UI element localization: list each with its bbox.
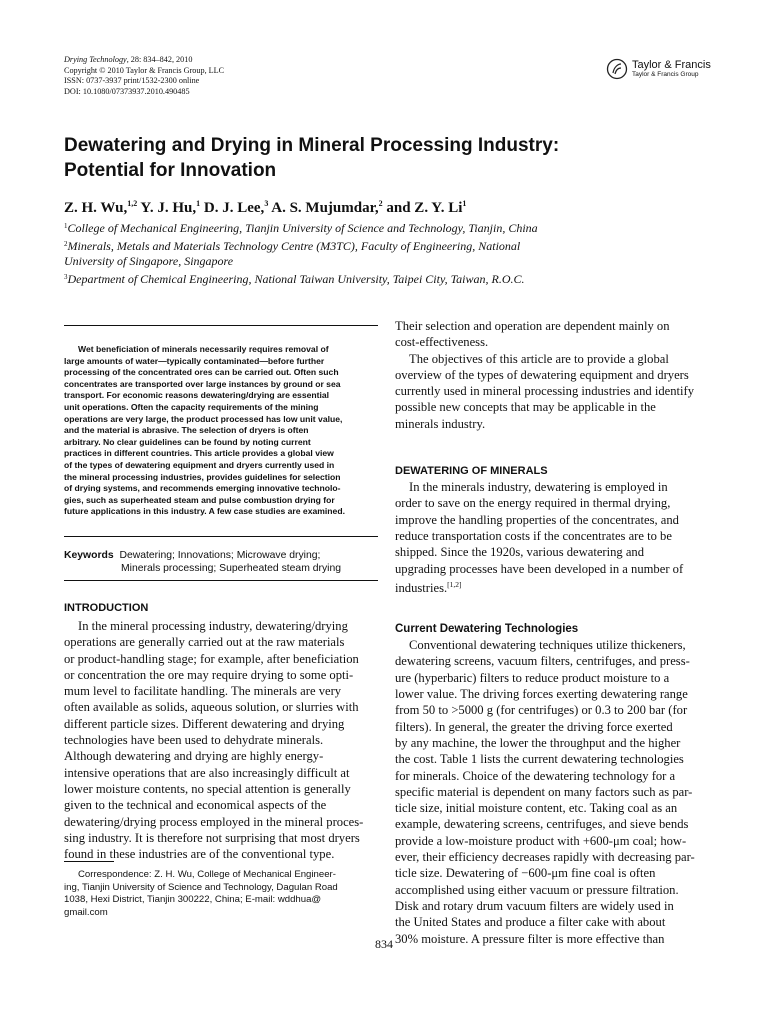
affiliation-number: 3	[64, 272, 68, 281]
abstract-line: Wet beneficiation of minerals necessarily requires removal of	[78, 344, 329, 354]
title-line: Dewatering and Drying in Mineral Processing Industry:	[64, 135, 560, 156]
abstract-line: processing of the concentrated ores can be carried out. Often such	[64, 367, 339, 378]
abstract-line: of the types of dewatering equipment and dryers currently used in	[64, 459, 335, 470]
body-line: for minerals. Choice of the dewatering technology for a	[395, 768, 676, 783]
body-line: Their selection and operation are dependent mainly on	[395, 319, 670, 333]
copyright-line: Copyright © 2010 Taylor & Francis Group, LLC	[64, 65, 225, 75]
affiliation-text: Minerals, Metals and Materials Technology Centre (M3TC), Faculty of Engineering, National	[67, 238, 521, 253]
body-line: ticle size. Dewatering of −600-μm fine coal is often	[395, 866, 656, 881]
footnote-line: gmail.com	[64, 906, 108, 918]
abstract-line: transport. For economic reasons dewatering/drying are essential	[64, 390, 330, 401]
introduction-text	[64, 618, 378, 862]
publisher-name: Taylor & Francis	[632, 59, 711, 71]
body-line: reduce transportation costs if the concentrates are to be	[395, 528, 672, 543]
section-heading-introduction: INTRODUCTION	[64, 602, 149, 614]
affiliation-continued: University of Singapore, Singapore	[64, 254, 234, 268]
body-line: the cost. Table 1 lists the current dewatering technologies	[395, 752, 684, 767]
affiliation-number: 2	[64, 239, 68, 248]
publisher-group: Taylor & Francis Group	[632, 71, 699, 78]
page-number: 834	[375, 937, 393, 951]
affiliation	[64, 219, 664, 237]
body-line: often available as solids, aqueous solution, or slurries with	[64, 700, 359, 715]
author-affiliation-marker: 1	[196, 199, 201, 208]
doi-line: DOI: 10.1080/07373937.2010.490485	[64, 86, 190, 96]
abstract-bottom-rule	[64, 536, 378, 537]
body-line: filters). In general, the greater the driving force exerted	[395, 719, 673, 734]
publisher-logo-icon	[606, 58, 628, 80]
title-line: Potential for Innovation	[64, 160, 277, 181]
abstract	[64, 344, 378, 518]
footnote-rule	[64, 861, 114, 862]
body-line: ticle size, initial moisture content, etc. Taking coal as an	[395, 801, 678, 816]
body-line: found in these industries are of the conventional type.	[64, 847, 335, 862]
author-name: A. S. Mujumdar,	[268, 200, 379, 216]
abstract-line: concentrates are transported over large instances by ground or sea	[64, 378, 341, 389]
body-line: 30% moisture. A pressure filter is more effective than	[395, 931, 665, 946]
keywords-label: Keywords	[64, 550, 114, 561]
author-affiliation-marker: 1,2	[127, 199, 138, 208]
body-line: operations are generally carried out at the raw materials	[64, 635, 345, 650]
keywords-rule	[64, 580, 378, 581]
body-line: or concentration the ore may require drying to some opti-	[64, 667, 354, 682]
body-line: technologies have been used to dehydrate minerals.	[64, 733, 324, 748]
keywords	[64, 549, 378, 575]
affiliation-number: 1	[64, 222, 68, 230]
body-line: the United States and produce a filter cake with about	[395, 915, 666, 930]
author-list	[64, 199, 466, 217]
affiliation-text: College of Mechanical Engineering, Tianjin University of Science and Technology, Tianjin, China	[67, 221, 538, 235]
body-line: ever, their efficiency decreases rapidly with decreasing par-	[395, 850, 695, 865]
body-line: Although dewatering and drying are highly energy-	[64, 749, 324, 764]
body-line: cost-effectiveness.	[395, 335, 489, 350]
author-name: D. J. Lee,	[200, 200, 265, 216]
body-line: by any machine, the lower the throughput and the higher	[395, 735, 681, 750]
journal-volume: , 28: 834–842, 2010	[126, 55, 193, 64]
author-affiliation-marker: 1	[462, 199, 467, 208]
body-line: lower value. The driving forces exerting dewatering range	[395, 687, 688, 702]
body-line: In the mineral processing industry, dewatering/drying	[78, 619, 348, 633]
abstract-line: arbitrary. No clear guidelines can be found by noting current	[64, 436, 311, 447]
subsection-heading-current-dewatering: Current Dewatering Technologies	[395, 623, 579, 636]
correspondence-footnote	[64, 869, 378, 919]
body-line: Disk and rotary drum vacuum filters are widely used in	[395, 898, 674, 913]
right-column	[395, 318, 709, 947]
affiliation	[64, 270, 664, 288]
body-text: industries.	[395, 580, 448, 595]
body-line: currently used in mineral processing industries and identify	[395, 384, 695, 399]
author-name: Z. H. Wu,	[64, 200, 128, 216]
body-line: order to save on the energy required in thermal drying,	[395, 496, 671, 511]
body-line: ure (hyperbaric) filters to reduce product moisture to a	[395, 670, 670, 685]
abstract-line: gies, such as superheated steam and pulse combustion drying for	[64, 494, 335, 505]
body-line: dewatering screens, vacuum filters, centrifuges, and press-	[395, 654, 690, 669]
footnote-line: 1038, Hexi District, Tianjin 300222, China; E-mail: wddhua@	[64, 894, 322, 906]
body-line: specific material is dependent on many factors such as par-	[395, 784, 693, 799]
issn-line: ISSN: 0737-3937 print/1532-2300 online	[64, 76, 200, 86]
affiliations	[64, 219, 664, 287]
journal-name: Drying Technology	[64, 55, 127, 64]
footnote-line: ing, Tianjin University of Science and Technology, Dagulan Road	[64, 881, 338, 893]
footnote-line: Correspondence: Z. H. Wu, College of Mechanical Engineer-	[78, 869, 336, 880]
abstract-line: large amounts of water—typically contaminated—before further	[64, 355, 325, 366]
body-line: accomplished using either vacuum or pressure filtration.	[395, 882, 679, 897]
body-line: Conventional dewatering techniques utilize thickeners,	[409, 638, 686, 653]
abstract-line: of drying systems, and recommends emerging innovative technolo-	[64, 483, 341, 494]
keywords-line: Minerals processing; Superheated steam drying	[121, 563, 342, 574]
abstract-line: practices in different countries. This article provides a global view	[64, 448, 334, 459]
body-line: from 50 to >5000 g (for centrifuges) or 0.3 to 200 bar (for	[395, 703, 688, 718]
abstract-line: operations are very large, the product processed has low unit value,	[64, 413, 343, 424]
body-line: different particle sizes. Different dewatering and drying	[64, 716, 345, 731]
author-name: and Z. Y. Li	[382, 200, 463, 216]
body-line: overview of the types of dewatering equipment and dryers	[395, 367, 689, 382]
body-line: given to the technical and economical aspects of the	[64, 798, 327, 813]
section-heading-dewatering: DEWATERING OF MINERALS	[395, 465, 548, 478]
body-line	[395, 577, 709, 596]
body-line: intensive operations that are also increasingly difficult at	[64, 765, 350, 780]
keywords-line: Dewatering; Innovations; Microwave drying;	[119, 550, 321, 561]
body-line: or product-handling stage; for example, after beneficiation	[64, 651, 359, 666]
abstract-line: future applications in this industry. A few case studies are examined.	[64, 506, 345, 517]
body-line: possible new concepts that may be applicable in the	[395, 400, 656, 415]
citation-ref: [1,2]	[447, 579, 462, 589]
body-line: In the minerals industry, dewatering is employed in	[409, 480, 668, 495]
abstract-line: the mineral processing industries, provides guidelines for selection	[64, 471, 341, 482]
body-line: shipped. Since the 1920s, various dewatering and	[395, 545, 645, 560]
affiliation	[64, 237, 664, 255]
abstract-line: unit operations. Often the capacity requirements of the mining	[64, 401, 319, 412]
body-line: provide a low-moisture product with +600-μm coal; how-	[395, 833, 687, 848]
affiliation-text: Department of Chemical Engineering, National Taiwan University, Taipei City, Taiwan, R.O.C.	[67, 271, 525, 286]
abstract-top-rule	[64, 325, 378, 326]
body-line: sing industry. It is therefore not surprising that most dryers	[64, 830, 360, 845]
body-line: improve the handling properties of the concentrates, and	[395, 512, 679, 527]
article-title	[64, 133, 664, 183]
publisher-logo	[606, 56, 710, 82]
body-line: upgrading processes have been developed in a number of	[395, 561, 684, 576]
body-line: minerals industry.	[395, 416, 486, 431]
body-line: dewatering/drying process employed in the mineral proces-	[64, 814, 364, 829]
author-affiliation-marker: 3	[264, 199, 269, 208]
body-line: lower moisture contents, no special attention is generally	[64, 781, 351, 796]
author-affiliation-marker: 2	[378, 199, 383, 208]
journal-info	[64, 55, 384, 97]
body-line: example, dewatering screens, centrifuges, and sieve bends	[395, 817, 689, 832]
author-name: Y. J. Hu,	[137, 200, 197, 216]
abstract-line: and the material is abrasive. The selection of dryers is often	[64, 425, 309, 436]
body-line: mum level to facilitate handling. The minerals are very	[64, 684, 342, 699]
body-line: The objectives of this article are to provide a global	[409, 351, 669, 366]
